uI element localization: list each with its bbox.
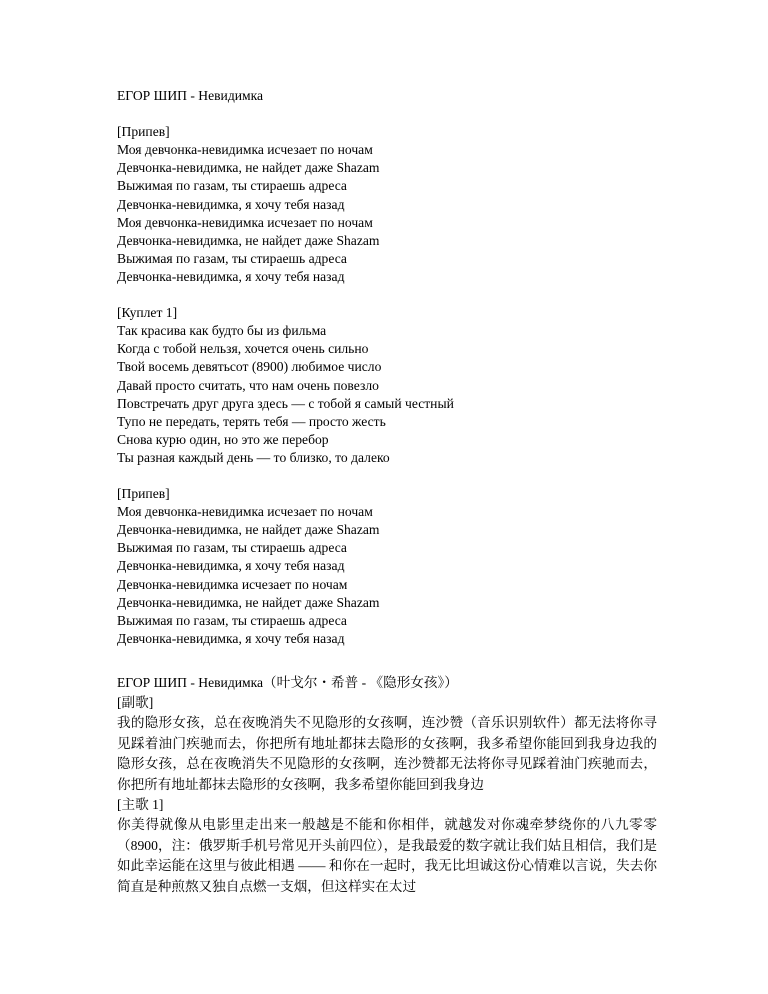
translation-verse-text: 你美得就像从电影里走出来一般越是不能和你相伴，就越发对你魂牵梦绕你的八九零零（8900，注：俄罗斯手机号常见开头前四位），是我最爱的数字就让我们姑且相信，我们是如此幸运能在这里与彼此相遇 —— 和你在一起时，我无比坦诚这份心情难以言说，失去你简直是种煎熬又独自点燃一支烟，但这样实在太过: [117, 817, 657, 894]
song-title: ЕГОР ШИП - Невидимка: [117, 88, 264, 103]
lyrics-block-chorus-1: [117, 123, 657, 286]
lyric-line: Так красива как будто бы из фильма: [117, 323, 327, 339]
lyrics-translation: [117, 673, 657, 897]
lyric-line: Давай просто считать, что нам очень повезло: [117, 377, 379, 393]
lyric-line: Моя девчонка-невидимка исчезает по ночам: [117, 504, 373, 520]
translation-verse-label: [主歌 1]: [117, 797, 164, 812]
lyric-line: Девчонка-невидимка, не найдет даже Shazam: [117, 160, 380, 176]
lyric-line: Девчонка-невидимка, я хочу тебя назад: [117, 268, 345, 284]
lyric-line: Девчонка-невидимка, не найдет даже Shazam: [117, 594, 380, 610]
lyrics-original: [117, 87, 657, 648]
section-label: [Куплет 1]: [117, 305, 178, 321]
lyric-line: Моя девчонка-невидимка исчезает по ночам: [117, 142, 373, 158]
lyrics-block-verse-1: [117, 304, 657, 467]
lyric-line: Выжимая по газам, ты стираешь адреса: [117, 178, 347, 194]
lyric-line: Выжимая по газам, ты стираешь адреса: [117, 250, 347, 266]
lyric-line: Девчонка-невидимка, я хочу тебя назад: [117, 630, 345, 646]
translation-chorus-text: 我的隐形女孩，总在夜晚消失不见隐形的女孩啊，连沙赞（音乐识别软件）都无法将你寻见踩着油门疾驰而去，你把所有地址都抹去隐形的女孩啊，我多希望你能回到我身边我的隐形女孩，总在夜晚消失不见隐形的女孩啊，连沙赞都无法将你寻见踩着油门疾驰而去，你把所有地址都抹去隐形的女孩啊，我多希望你能回到我身边: [117, 715, 657, 792]
lyric-line: Когда с тобой нельзя, хочется очень сильно: [117, 341, 369, 357]
lyric-line: Моя девчонка-невидимка исчезает по ночам: [117, 214, 373, 230]
lyric-line: Тупо не передать, терять тебя — просто жесть: [117, 413, 386, 429]
lyric-line: Твой восемь девятьсот (8900) любимое число: [117, 359, 382, 375]
lyric-line: Снова курю один, но это же перебор: [117, 431, 329, 447]
lyric-line: Ты разная каждый день — то близко, то далеко: [117, 449, 390, 465]
section-label: [Припев]: [117, 486, 170, 502]
lyric-line: Девчонка-невидимка исчезает по ночам: [117, 576, 348, 592]
translation-title: ЕГОР ШИП - Невидимка（叶戈尔・希普 - 《隐形女孩》）: [117, 675, 458, 690]
lyrics-block-chorus-2: [117, 485, 657, 648]
lyric-line: Девчонка-невидимка, я хочу тебя назад: [117, 196, 345, 212]
section-label: [Припев]: [117, 124, 170, 140]
lyric-line: Выжимая по газам, ты стираешь адреса: [117, 612, 347, 628]
translation-chorus-label: [副歌]: [117, 695, 154, 710]
lyric-line: Повстречать друг друга здесь — с тобой я самый честный: [117, 395, 454, 411]
lyric-line: Девчонка-невидимка, не найдет даже Shazam: [117, 232, 380, 248]
lyric-line: Девчонка-невидимка, не найдет даже Shazam: [117, 522, 380, 538]
lyric-line: Выжимая по газам, ты стираешь адреса: [117, 540, 347, 556]
lyric-line: Девчонка-невидимка, я хочу тебя назад: [117, 558, 345, 574]
